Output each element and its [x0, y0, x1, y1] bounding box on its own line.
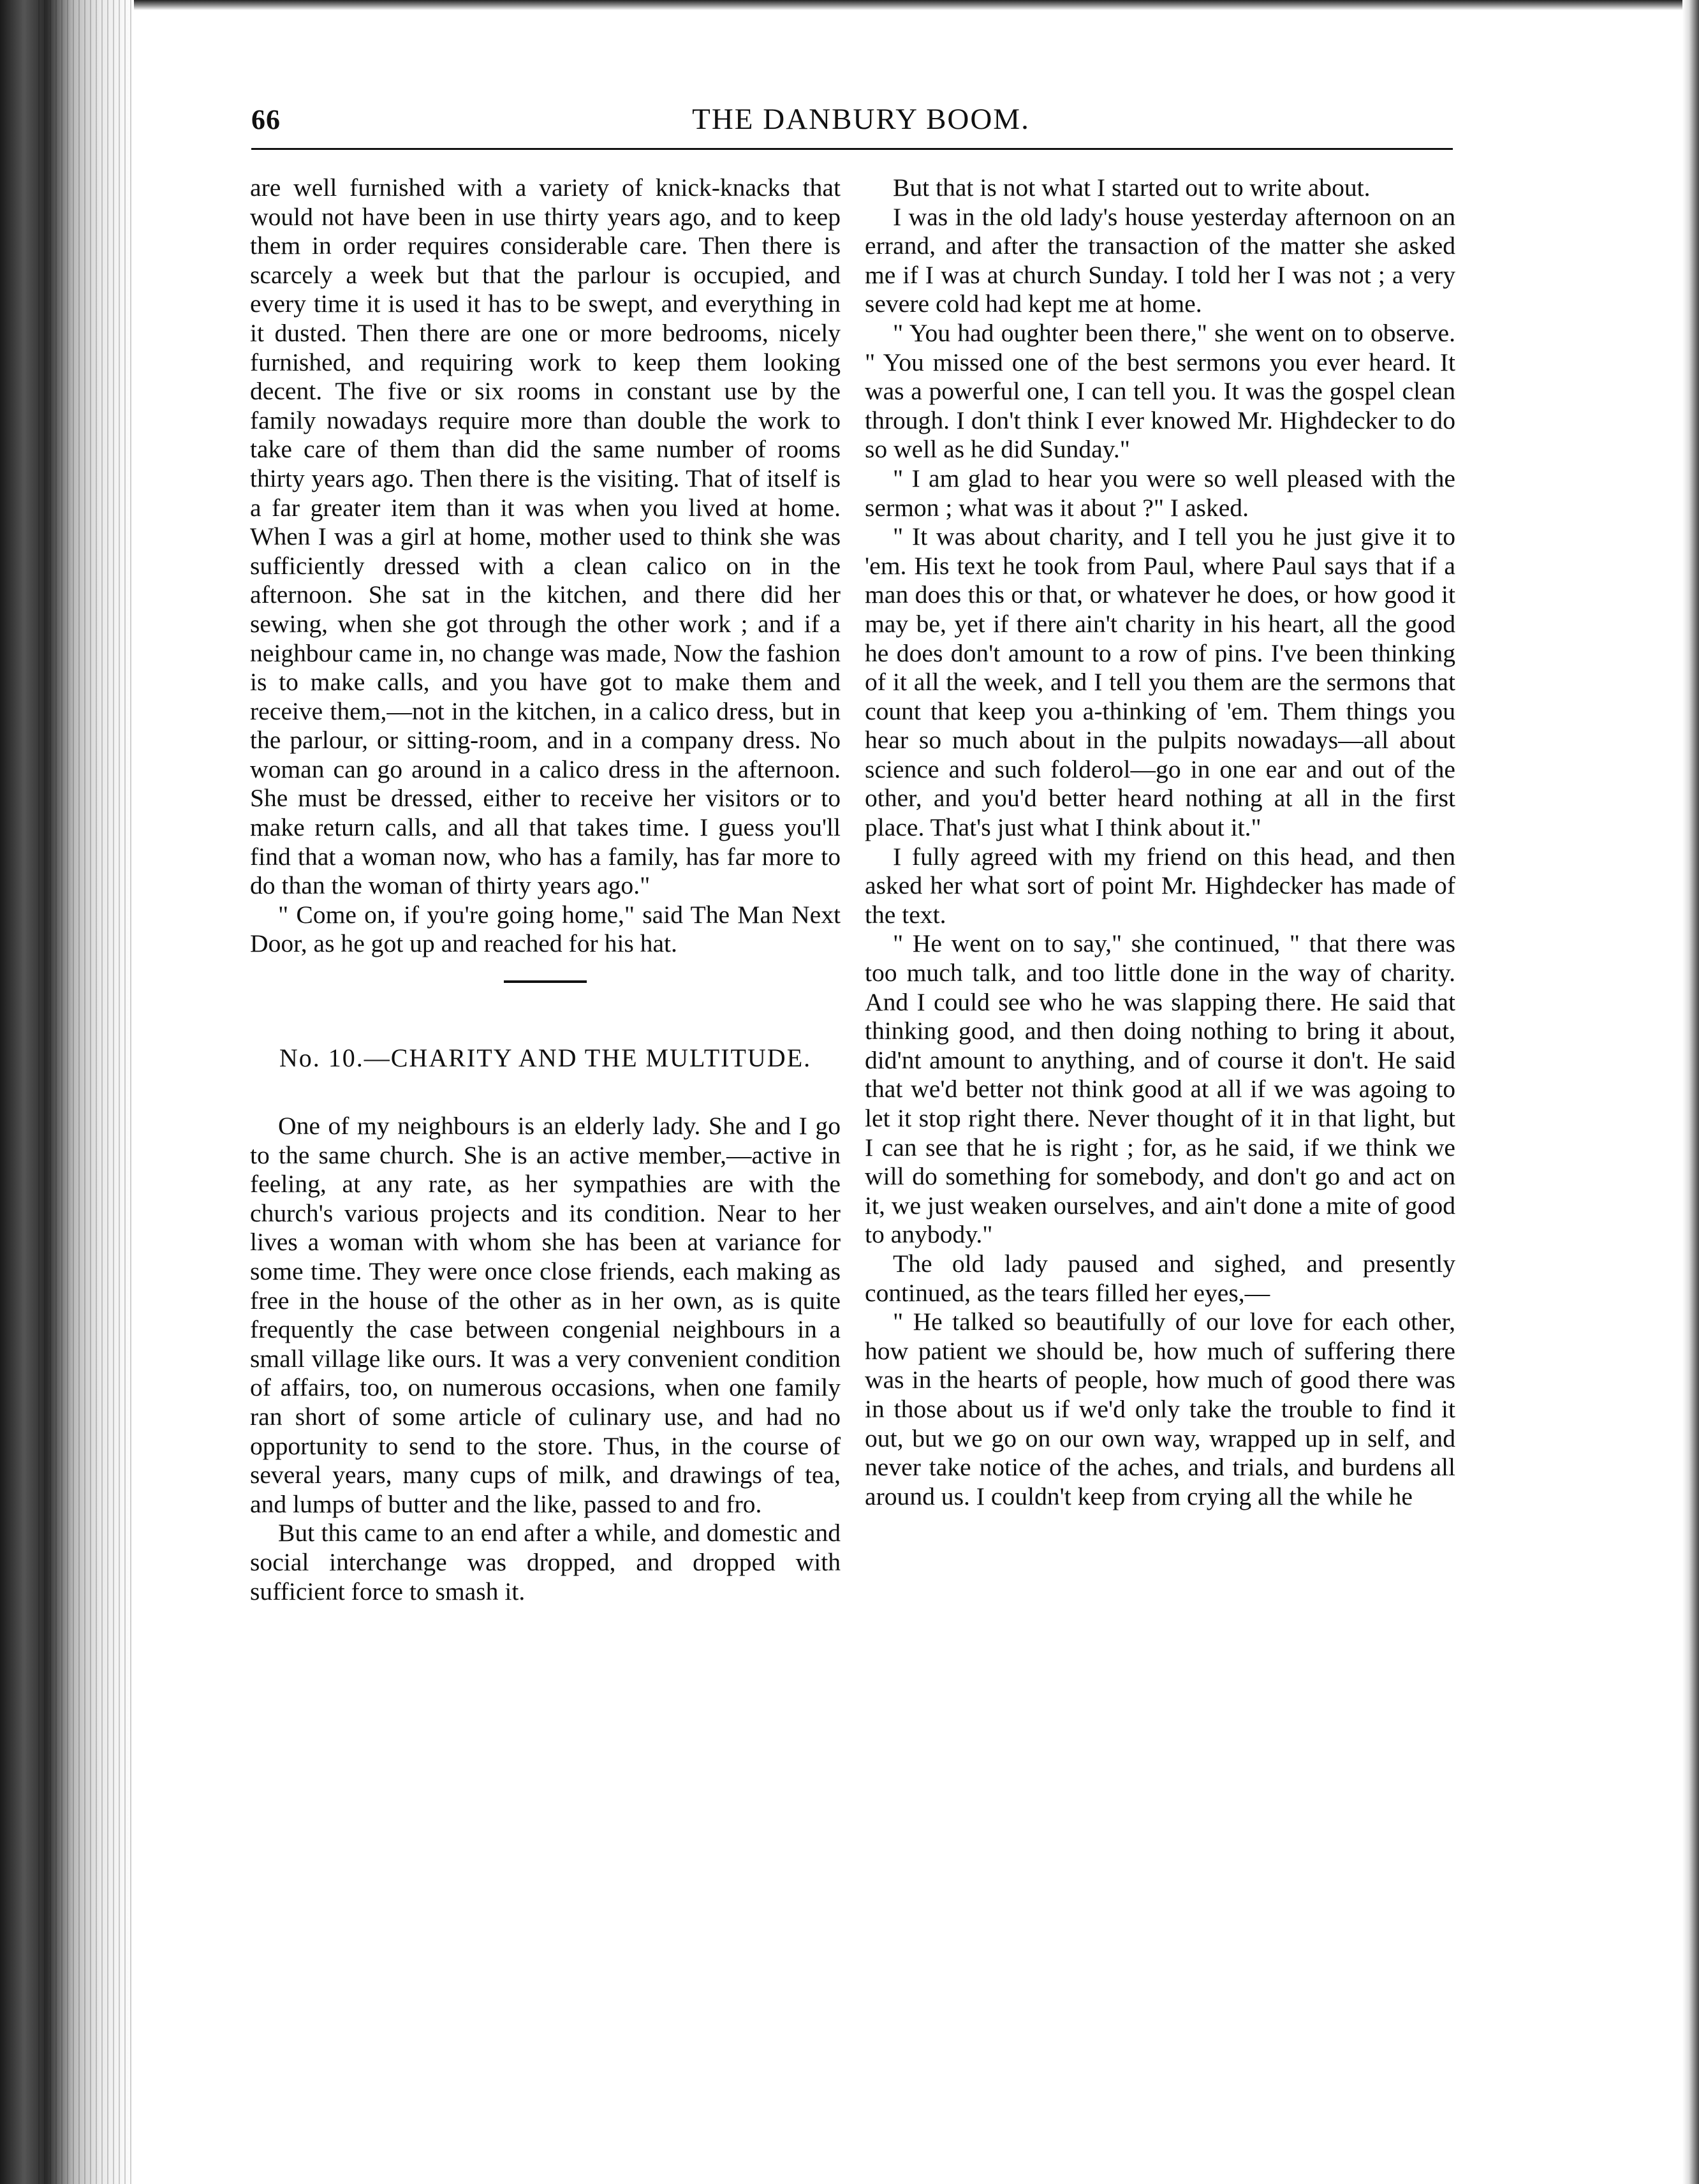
right-paragraph-7: " He went on to say," she continued, " that there was too much talk, and too little done in the way of charity. And I could see who he was slapping there. He said that thinking good, and then doing nothing to bring it about, did'nt amount to anything, and of course it don't. He said that we'd better not think good at all if we was agoing to let it stop right there. Never thought of it in that light, but I can see that he is right ; for, as he said, if we think we will do something for somebody, and don't go and act on it, we just weaken ourselves, and ain't done a mite of good to anybody."	[865, 929, 1455, 1249]
book-binding-edge	[0, 0, 134, 2184]
right-column	[865, 173, 1455, 1511]
left-paragraph-4: But this came to an end after a while, and domestic and social interchange was dropped, and dropped with sufficient force to smash it.	[250, 1519, 841, 1605]
right-paragraph-8: The old lady paused and sighed, and presently continued, as the tears filled her eyes,—	[865, 1249, 1455, 1307]
section-divider-rule	[504, 980, 587, 983]
left-paragraph-3: One of my neighbours is an elderly lady. She and I go to the same church. She is an active member,—active in feeling, at any rate, as her sympathies are with the church's various projects and its condition. Near to her lives a woman with whom she has been at variance for some time. They were once close friends, each making as free in the house of the other as in her own, as is quite frequently the case between congenial neighbours in a small village like ours. It was a very convenient condition of affairs, too, on numerous occasions, when one family ran short of some article of culinary use, and had no opportunity to send to the store. Thus, in the course of several years, many cups of milk, and drawings of tea, and lumps of butter and the like, passed to and fro.	[250, 1112, 841, 1518]
header-rule	[251, 148, 1453, 150]
section-heading: No. 10.—CHARITY AND THE MULTITUDE.	[279, 1044, 812, 1073]
left-column	[250, 173, 841, 1606]
right-paragraph-2: I was in the old lady's house yesterday afternoon on an errand, and after the transaction of the matter she asked me if I was at church Sunday. I told her I was not ; a very severe cold had kept me at home.	[865, 202, 1455, 318]
left-paragraph-2: " Come on, if you're going home," said The Man Next Door, as he got up and reached for his hat.	[250, 900, 841, 958]
right-paragraph-4: " I am glad to hear you were so well pleased with the sermon ; what was it about ?" I asked.	[865, 464, 1455, 522]
left-paragraph-1: are well furnished with a variety of knick-knacks that would not have been in use thirty years ago, and to keep them in order requires considerable care. Then there is scarcely a week but that the parlour is occupied, and every time it is used it has to be swept, and everything in it dusted. Then there are one or more bedrooms, nicely furnished, and requiring work to keep them looking decent. The five or six rooms in constant use by the family nowadays require more than double the work to take care of them than did the same number of rooms thirty years ago. Then there is the visiting. That of itself is a far greater item than it was when you lived at home. When I was a girl at home, mother used to think she was sufficiently dressed with a clean calico on in the afternoon. She sat in the kitchen, and there did her sewing, when she got through the other work ; and if a neighbour came in, no change was made, Now the fashion is to make calls, and you have got to make them and receive them,—not in the kitchen, in a calico dress, but in the parlour, or sitting-room, and in a company dress. No woman can go around in a calico dress in the afternoon. She must be dressed, either to receive her visitors or to make return calls, and all that takes time. I guess you'll find that a woman now, who has a family, has far more to do than the woman of thirty years ago."	[250, 173, 841, 900]
right-paragraph-1: But that is not what I started out to write about.	[893, 173, 1371, 202]
right-paragraph-3: " You had oughter been there," she went on to observe. " You missed one of the best sermons you ever heard. It was a powerful one, I can tell you. It was the gospel clean through. I don't think I ever knowed Mr. Highdecker to do so well as he did Sunday."	[865, 318, 1455, 464]
right-paragraph-5: " It was about charity, and I tell you he just give it to 'em. His text he took from Paul, where Paul says that if a man does this or that, or whatever he does, or how good it may be, yet if there ain't charity in his heart, all the good he does don't amount to a row of pins. I've been thinking of it all the week, and I tell you them are the sermons that count that keep you a-thinking of 'em. Them things you hear so much about in the pulpits nowadays—all about science and such folderol—go in one ear and out of the other, and you'd better heard nothing at all in the first place. That's just what I think about it."	[865, 522, 1455, 842]
running-head-title: THE DANBURY BOOM.	[692, 103, 1030, 136]
page-top-edge	[134, 0, 1699, 10]
page-number: 66	[251, 104, 281, 135]
right-paragraph-6: I fully agreed with my friend on this head, and then asked her what sort of point Mr. Highdecker has made of the text.	[865, 842, 1455, 929]
right-paragraph-9: " He talked so beautifully of our love for each other, how patient we should be, how much of suffering there was in the hearts of people, how much of good there was in those about us if we'd only take the trouble to find it out, but we go on our own way, wrapped up in self, and never take notice of the aches, and trials, and burdens all around us. I couldn't keep from crying all the while he	[865, 1308, 1455, 1510]
page-right-edge	[1682, 0, 1699, 2184]
